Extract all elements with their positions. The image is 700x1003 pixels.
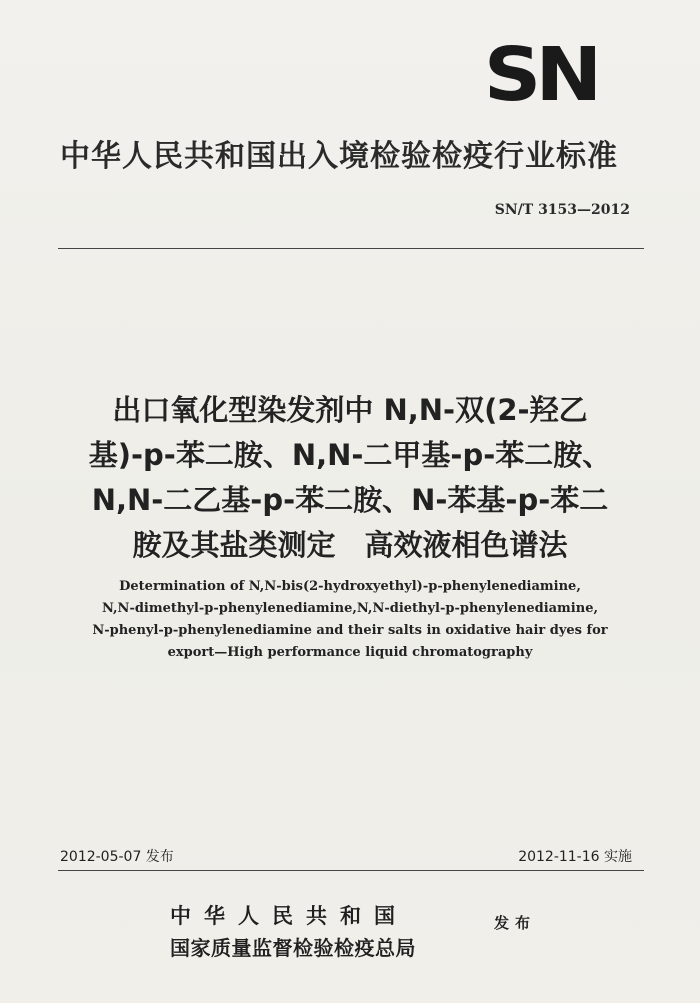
issuer-block [170, 900, 490, 961]
english-title-line: export—High performance liquid chromatography [167, 645, 533, 660]
chinese-title-line: N,N-二乙基-p-苯二胺、N-苯基-p-苯二 [91, 483, 609, 517]
implementation-date: 2012-11-16 实施 [518, 849, 632, 865]
chinese-title [50, 388, 650, 568]
bottom-divider [58, 870, 644, 871]
chinese-title-line: 胺及其盐类测定 高效液相色谱法 [132, 528, 568, 562]
sn-logo: SN [483, 31, 597, 118]
issuer-line-1: 中华人民共和国 [170, 903, 408, 928]
issue-date: 2012-05-07 发布 [60, 849, 174, 865]
organization-title: 中华人民共和国出入境检验检疫行业标准 [60, 139, 618, 174]
issuer-line-2: 国家质量监督检验检疫总局 [170, 936, 416, 960]
english-title-line: Determination of N,N-bis(2-hydroxyethyl)-p-phenylenediamine, [119, 579, 581, 594]
issuer-action: 发布 [494, 914, 537, 932]
standard-number: SN/T 3153—2012 [494, 202, 630, 218]
top-divider [58, 248, 644, 249]
english-title-line: N,N-dimethyl-p-phenylenediamine,N,N-diethyl-p-phenylenediamine, [101, 601, 598, 616]
english-title-line: N-phenyl-p-phenylenediamine and their salts in oxidative hair dyes for [92, 623, 608, 638]
english-title [40, 576, 660, 664]
chinese-title-line: 基)-p-苯二胺、N,N-二甲基-p-苯二胺、 [88, 438, 612, 472]
chinese-title-line: 出口氧化型染发剂中 N,N-双(2-羟乙 [112, 393, 588, 427]
